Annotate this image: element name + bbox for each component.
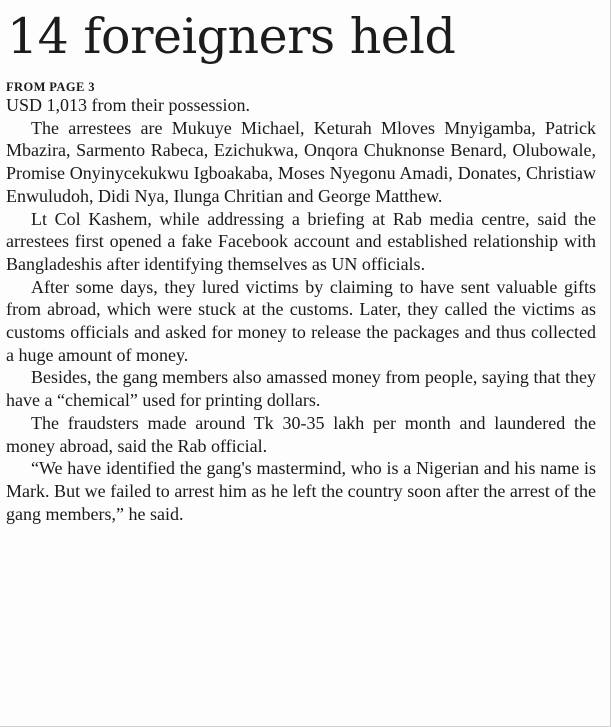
article-body (6, 94, 596, 525)
paragraph-briefing: Lt Col Kashem, while addressing a briefing at Rab media centre, said the arrestees first opened a fake Facebook account and established relationship with Bangladeshis after identifying themselves as UN officials. (6, 208, 596, 274)
paragraph-lured-victims: After some days, they lured victims by claiming to have sent valuable gifts from abroad, which were stuck at the customs. Later, they called the victims as customs officials and asked for money to release the packages and thus collected a huge amount of money. (6, 276, 596, 365)
paragraph-chemical: Besides, the gang members also amassed money from people, saying that they have a “chemical” used for printing dollars. (6, 367, 596, 411)
headline: 14 foreigners held (7, 8, 456, 65)
paragraph-continuation: USD 1,013 from their possession. (6, 95, 250, 115)
paragraph-arrestees: The arrestees are Mukuye Michael, Keturah Mloves Mnyigamba, Patrick Mbazira, Sarmento Rabeca, Ezichukwa, Onqora Chuknonse Benard, Olubowale, Promise Onyinycekukwu Igboakaba, Moses Nyegonu Amadi, Donates, Christiaw Enwuludoh, Didi Nya, Ilunga Chritian and George Matthew. (6, 117, 596, 206)
paragraph-laundering: The fraudsters made around Tk 30-35 lakh per month and laundered the money abroad, said the Rab official. (6, 412, 596, 456)
paragraph-mastermind-quote: “We have identified the gang's mastermind, who is a Nigerian and his name is Mark. But we failed to arrest him as he left the country soon after the arrest of the gang members,” he said. (6, 458, 596, 524)
continuation-dateline: FROM PAGE 3 (6, 80, 95, 94)
